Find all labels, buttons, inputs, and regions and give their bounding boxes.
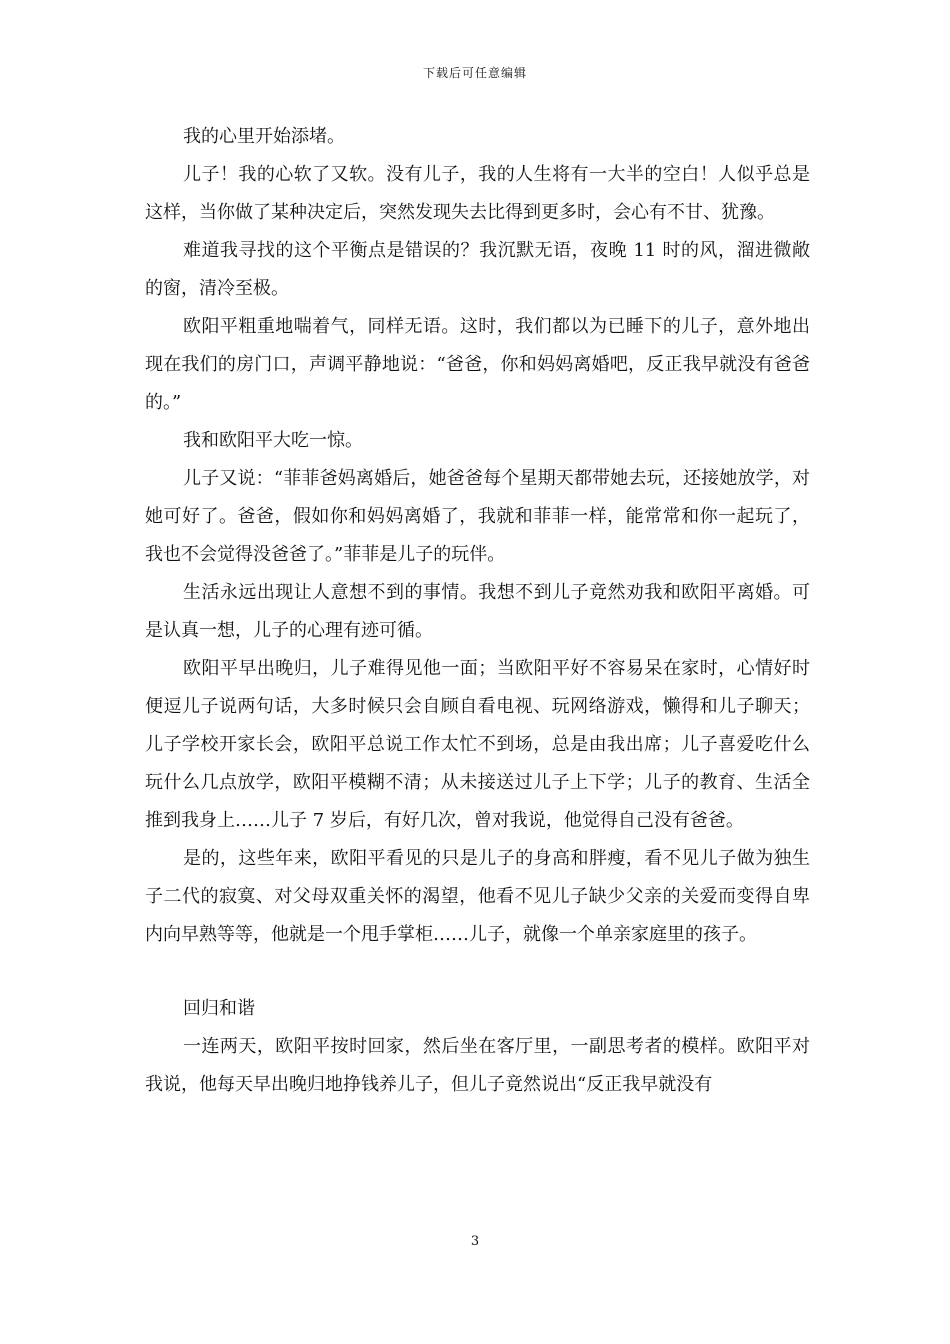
- paragraph: 一连两天，欧阳平按时回家，然后坐在客厅里，一副思考者的模样。欧阳平对我说，他每天早出晚归地挣钱养儿子，但儿子竟然说出“反正我早就没有: [145, 1036, 810, 1095]
- section-heading: 回归和谐: [183, 998, 255, 1019]
- page-header: 下载后可任意编辑: [422, 66, 527, 80]
- section-gap: [145, 954, 810, 990]
- paragraph: 是的，这些年来，欧阳平看见的只是儿子的身高和胖瘦，看不见儿子做为独生子二代的寂寞、对父母双重关怀的渴望，他看不见儿子缺少父亲的关爱而变得自卑内向早熟等等，他就是一个甩手掌柜……儿子，就像一个单亲家庭里的孩子。: [145, 848, 810, 945]
- page-number: 3: [470, 1234, 480, 1249]
- paragraph: 欧阳平粗重地喘着气，同样无语。这时，我们都以为已睡下的儿子，意外地出现在我们的房门口，声调平静地说：“爸爸，你和妈妈离婚吧，反正我早就没有爸爸的。”: [145, 316, 810, 413]
- paragraph: 难道我寻找的这个平衡点是错误的？我沉默无语，夜晚 11 时的风，溜进微敞的窗，清冷至极。: [145, 240, 810, 299]
- document-body: [145, 118, 810, 1104]
- paragraph: 儿子！我的心软了又软。没有儿子，我的人生将有一大半的空白！人似乎总是这样，当你做了某种决定后，突然发现失去比得到更多时，会心有不甘、犹豫。: [145, 164, 810, 223]
- paragraph: 生活永远出现让人意想不到的事情。我想不到儿子竟然劝我和欧阳平离婚。可是认真一想，儿子的心理有迹可循。: [145, 582, 810, 641]
- paragraph: 儿子又说：“菲菲爸妈离婚后，她爸爸每个星期天都带她去玩，还接她放学，对她可好了。爸爸，假如你和妈妈离婚了，我就和菲菲一样，能常常和你一起玩了，我也不会觉得没爸爸了。”菲菲是儿子的玩伴。: [145, 468, 810, 565]
- paragraph: 我和欧阳平大吃一惊。: [183, 430, 363, 451]
- paragraph: 我的心里开始添堵。: [183, 126, 345, 147]
- paragraph: 欧阳平早出晚归，儿子难得见他一面；当欧阳平好不容易呆在家时，心情好时便逗儿子说两句话，大多时候只会自顾自看电视、玩网络游戏，懒得和儿子聊天；儿子学校开家长会，欧阳平总说工作太忙不到场，总是由我出席；儿子喜爱吃什么玩什么几点放学，欧阳平模糊不清；从未接送过儿子上下学；儿子的教育、生活全推到我身上……儿子 7 岁后，有好几次，曾对我说，他觉得自己没有爸爸。: [145, 658, 810, 831]
